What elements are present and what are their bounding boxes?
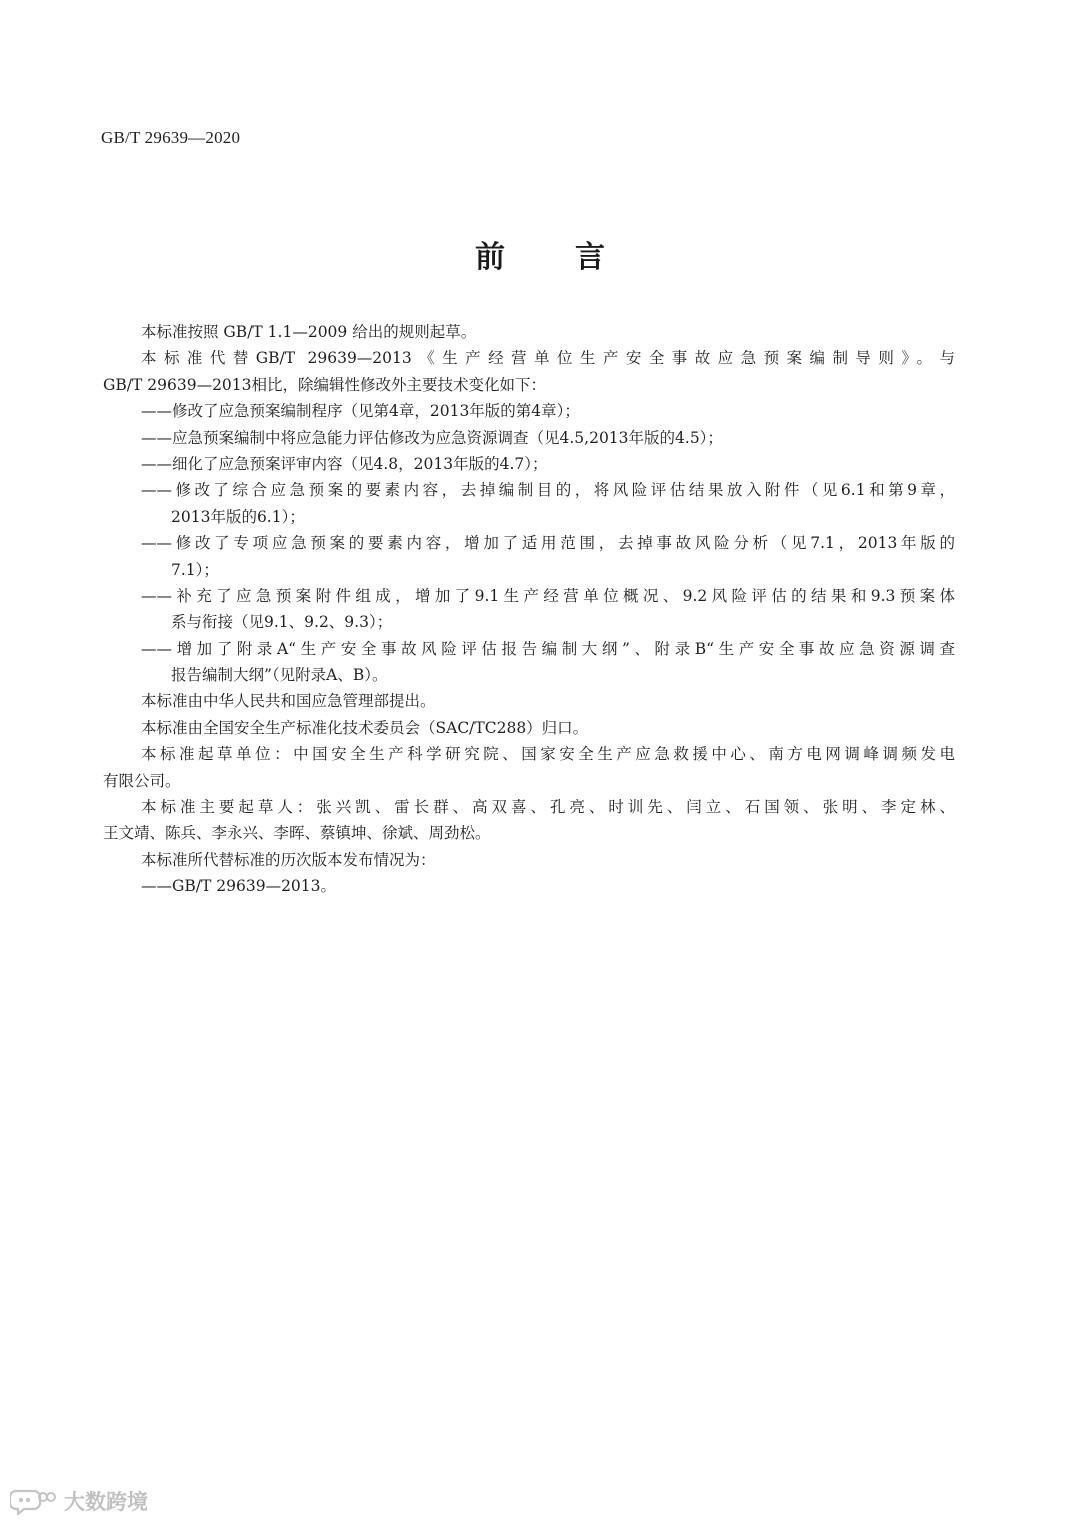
foreword-line: 本标准按照 GB/T 1.1—2009 给出的规则起草。 [141,323,477,341]
foreword-line: 本标准所代替标准的历次版本发布情况为： [141,850,436,869]
foreword-line: 本标准由中华人民共和国应急管理部提出。 [141,692,436,711]
foreword-line: ——修改了专项应急预案的要素内容，增加了适用范围，去掉事故风险分析（见7.1，2013年版的 [141,534,955,553]
foreword-line: 本标准代替GB/T 29639—2013《生产经营单位生产安全事故应急预案编制导则》。与 [141,349,955,368]
standard-code-header: GB/T 29639—2020 [101,128,241,147]
watermark [10,1486,148,1516]
foreword-line: ——GB/T 29639—2013。 [141,877,337,896]
page-title: 前言 [475,240,675,275]
foreword-line: 系与衔接（见9.1、9.2、9.3）； [171,613,393,632]
foreword-line: 7.1）； [171,560,219,579]
foreword-line: ——细化了应急预案评审内容（见4.8，2013年版的4.7）； [141,454,548,473]
foreword-body [103,319,955,900]
speech-bubble-logo-icon [10,1487,58,1515]
foreword-line: 报告编制大纲”（见附录A、B）。 [171,666,388,685]
foreword-line: 2013年版的6.1）； [171,507,305,526]
foreword-line: ——修改了综合应急预案的要素内容，去掉编制目的，将风险评估结果放入附件（见6.1和第9章， [141,481,955,500]
foreword-line: ——应急预案编制中将应急能力评估修改为应急资源调查（见4.5,2013年版的4.5）； [141,428,723,447]
foreword-line: ——修改了应急预案编制程序（见第4章，2013年版的第4章）； [141,402,580,421]
foreword-line: 本标准主要起草人：张兴凯、雷长群、高双喜、孔亮、时训先、闫立、石国领、张明、李定林、 [141,798,955,817]
watermark-text: 大数跨境 [64,1490,148,1514]
foreword-line: 本标准由全国安全生产标准化技术委员会（SAC/TC288）归口。 [141,718,589,737]
foreword-line: 本标准起草单位：中国安全生产科学研究院、国家安全生产应急救援中心、南方电网调峰调频发电 [141,745,955,764]
foreword-line: ——增加了附录A“生产安全事故风险评估报告编制大纲”、附录B“生产安全事故应急资源调查 [141,639,955,658]
foreword-line: ——补充了应急预案附件组成，增加了9.1生产经营单位概况、9.2风险评估的结果和9.3预案体 [141,586,955,605]
foreword-line: 有限公司。 [103,771,181,790]
foreword-line: GB/T 29639—2013相比，除编辑性修改外主要技术变化如下： [103,375,547,394]
foreword-line: 王文靖、陈兵、李永兴、李晖、蔡镇坤、徐斌、周劲松。 [103,824,491,843]
